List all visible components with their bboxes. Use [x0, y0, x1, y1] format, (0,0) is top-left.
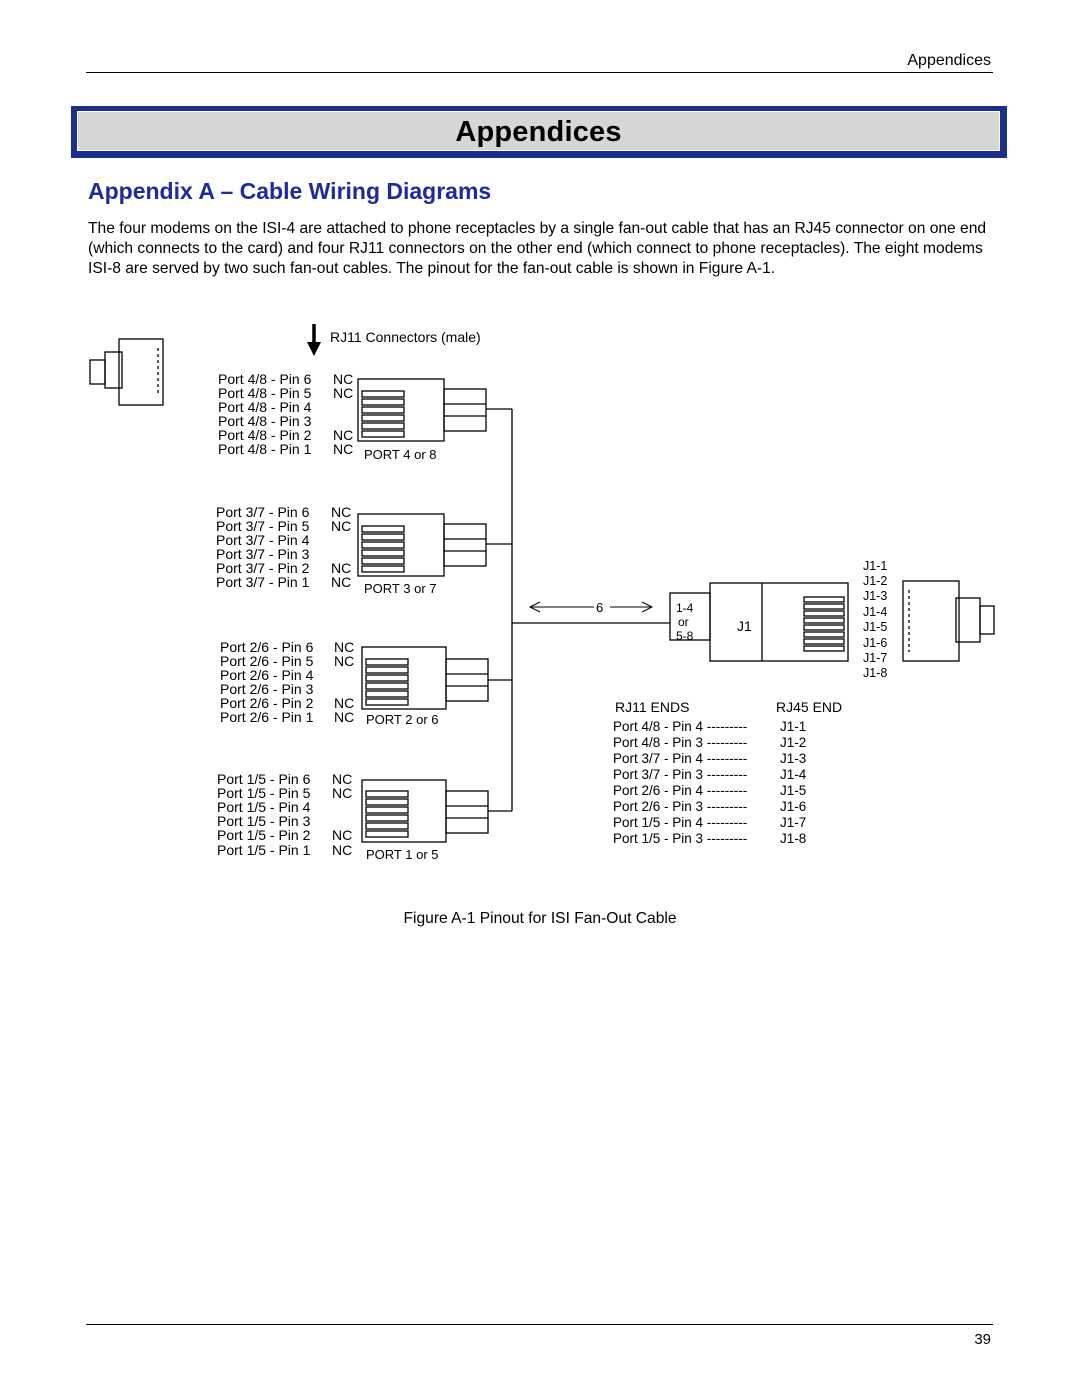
j1-label: J1 [737, 618, 752, 634]
table-rj45-cell: J1-2 [780, 735, 807, 750]
pin-label: Port 1/5 - Pin 3 [217, 813, 311, 829]
figure-caption: Figure A-1 Pinout for ISI Fan-Out Cable [403, 910, 677, 927]
nc-label: NC [331, 504, 352, 520]
pin-label: Port 1/5 - Pin 2 [217, 827, 311, 843]
j1-pin-label: J1-1 [863, 559, 888, 573]
pin-label: Port 4/8 - Pin 4 [218, 399, 312, 415]
table-rj45-cell: J1-1 [780, 719, 807, 734]
port-label: PORT 1 or 5 [366, 847, 439, 862]
rj11-connectors-label: RJ11 Connectors (male) [330, 329, 481, 345]
j1-pin-label: J1-3 [863, 589, 888, 603]
table-rj45-cell: J1-4 [780, 767, 807, 782]
nc-label: NC [333, 385, 354, 401]
port-label: PORT 4 or 8 [364, 447, 437, 462]
pin-label: Port 2/6 - Pin 2 [220, 695, 314, 711]
pin-label: Port 3/7 - Pin 3 [216, 546, 310, 562]
section-heading: Appendix A – Cable Wiring Diagrams [88, 178, 492, 204]
j1-pin-label: J1-4 [863, 605, 888, 619]
pin-label: Port 3/7 - Pin 1 [216, 574, 310, 590]
table-header-rj11: RJ11 ENDS [615, 699, 690, 715]
pin-label: Port 4/8 - Pin 2 [218, 427, 312, 443]
pin-label: Port 4/8 - Pin 5 [218, 385, 312, 401]
pin-label: Port 2/6 - Pin 3 [220, 681, 314, 697]
table-rj11-cell: Port 2/6 - Pin 4 --------- [613, 783, 748, 798]
pin-label: Port 4/8 - Pin 1 [218, 441, 312, 457]
table-rj45-cell: J1-6 [780, 799, 807, 814]
j1-pin-label: J1-2 [863, 574, 888, 588]
rj11-plug-port-1-5 [362, 780, 512, 842]
j1-pin-label: J1-5 [863, 620, 888, 634]
footer-rule [86, 1324, 993, 1325]
pin-label: Port 3/7 - Pin 5 [216, 518, 310, 534]
rj11-plug-port-4-8 [358, 379, 512, 441]
j1-ports-label: 5-8 [676, 629, 694, 643]
nc-label: NC [331, 574, 352, 590]
pin-label: Port 1/5 - Pin 6 [217, 771, 311, 787]
body-paragraph: The four modems on the ISI-4 are attached to phone receptacles by a single fan-out cable that has an RJ45 connector on one end (which connects to the card) and four RJ11 connectors on the other end (which connect to phone receptacles). The eight modems ISI-8 are served by two such fan-out cables. The pinout for the fan-out cable is shown in Figure A-1. [88, 220, 987, 277]
pin-label: Port 1/5 - Pin 1 [217, 842, 311, 858]
table-rj11-cell: Port 3/7 - Pin 3 --------- [613, 767, 748, 782]
table-rj45-cell: J1-3 [780, 751, 807, 766]
rj11-end-view-icon [90, 339, 163, 405]
j1-ports-label: 1-4 [676, 601, 694, 615]
nc-label: NC [332, 842, 353, 858]
nc-label: NC [332, 771, 353, 787]
table-rj11-cell: Port 3/7 - Pin 4 --------- [613, 751, 748, 766]
rj11-plug-port-2-6 [362, 647, 512, 709]
nc-label: NC [334, 709, 355, 725]
pin-label: Port 4/8 - Pin 3 [218, 413, 312, 429]
pin-label: Port 3/7 - Pin 4 [216, 532, 310, 548]
rj45-end-view-icon [903, 581, 994, 661]
pin-label: Port 2/6 - Pin 6 [220, 639, 314, 655]
down-arrow-head [307, 342, 321, 356]
port-label: PORT 2 or 6 [366, 712, 439, 727]
pin-label: Port 3/7 - Pin 6 [216, 504, 310, 520]
pin-label: Port 2/6 - Pin 1 [220, 709, 314, 725]
nc-label: NC [334, 639, 355, 655]
pin-label: Port 1/5 - Pin 4 [217, 799, 311, 815]
cable-length-label: 6 [596, 600, 604, 615]
j1-pin-label: J1-8 [863, 666, 888, 680]
table-rj11-cell: Port 1/5 - Pin 3 --------- [613, 831, 748, 846]
j1-pin-label: J1-6 [863, 636, 888, 650]
table-header-rj45: RJ45 END [776, 699, 843, 715]
nc-label: NC [334, 695, 355, 711]
table-rj11-cell: Port 4/8 - Pin 4 --------- [613, 719, 748, 734]
table-rj45-cell: J1-5 [780, 783, 807, 798]
table-rj11-cell: Port 2/6 - Pin 3 --------- [613, 799, 748, 814]
nc-label: NC [333, 371, 354, 387]
nc-label: NC [332, 785, 353, 801]
chapter-title: Appendices [455, 116, 622, 148]
page-number: 39 [974, 1331, 991, 1348]
nc-label: NC [331, 560, 352, 576]
port-label: PORT 3 or 7 [364, 581, 437, 596]
rj11-plug-port-3-7 [358, 514, 512, 576]
nc-label: NC [331, 518, 352, 534]
nc-label: NC [333, 441, 354, 457]
nc-label: NC [332, 827, 353, 843]
table-rj45-cell: J1-7 [780, 815, 807, 830]
nc-label: NC [333, 427, 354, 443]
j1-ports-label: or [678, 615, 689, 629]
pin-label: Port 3/7 - Pin 2 [216, 560, 310, 576]
pin-label: Port 4/8 - Pin 6 [218, 371, 312, 387]
pin-label: Port 1/5 - Pin 5 [217, 785, 311, 801]
nc-label: NC [334, 653, 355, 669]
pin-label: Port 2/6 - Pin 4 [220, 667, 314, 683]
running-header: Appendices [907, 52, 991, 69]
j1-pin-label: J1-7 [863, 651, 888, 665]
rj45-connector-j1 [670, 583, 848, 661]
table-rj11-cell: Port 4/8 - Pin 3 --------- [613, 735, 748, 750]
table-rj45-cell: J1-8 [780, 831, 807, 846]
pin-label: Port 2/6 - Pin 5 [220, 653, 314, 669]
table-rj11-cell: Port 1/5 - Pin 4 --------- [613, 815, 748, 830]
